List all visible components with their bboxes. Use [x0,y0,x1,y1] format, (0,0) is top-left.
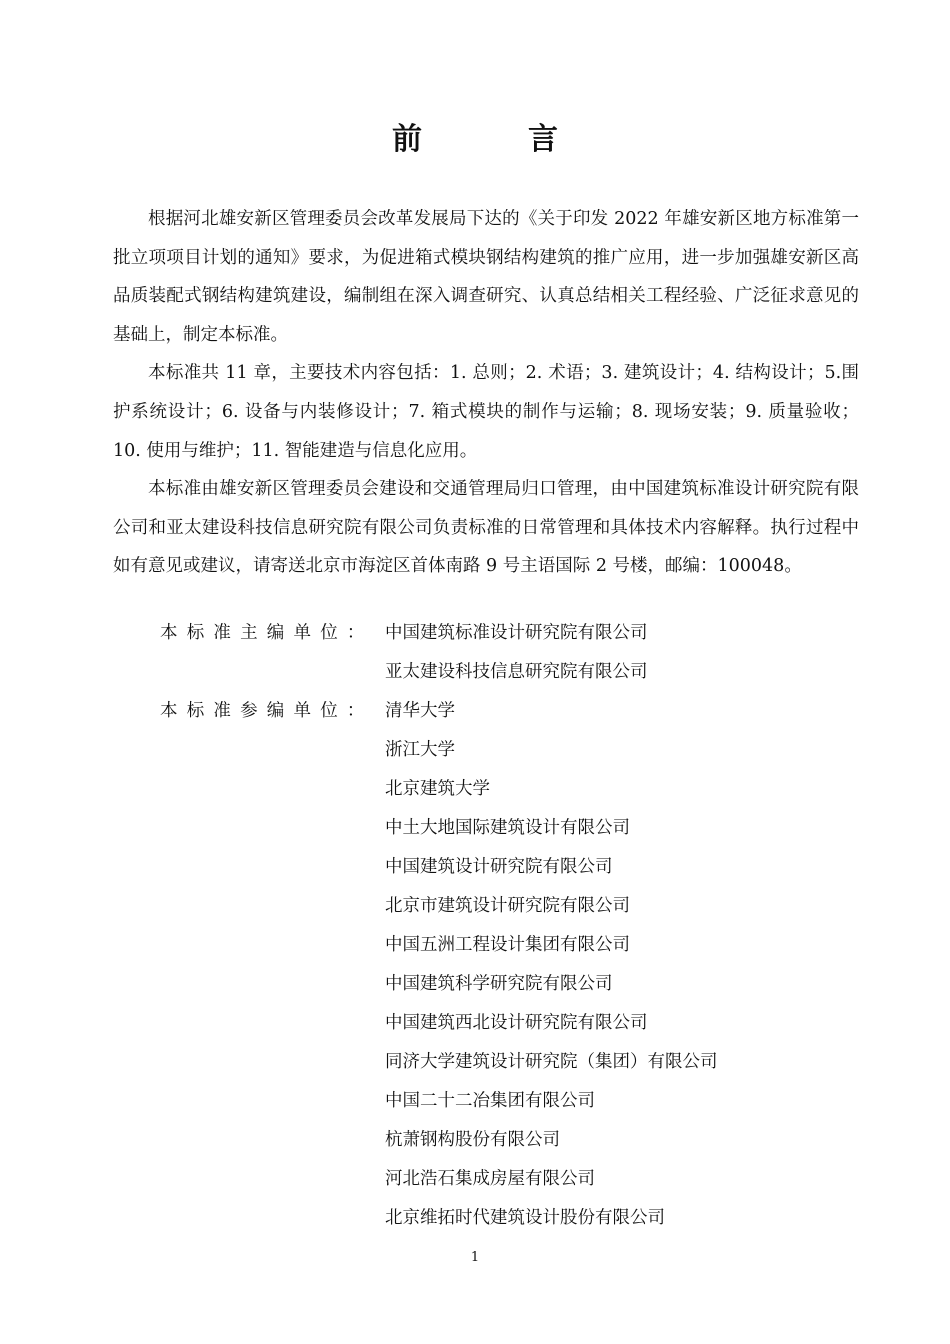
list-item: 中国建筑标准设计研究院有限公司 [385,623,648,643]
list-item: 浙江大学 [385,740,455,760]
list-item: 中国五洲工程设计集团有限公司 [385,935,630,955]
chief-editor-group [160,614,860,692]
editing-units [160,614,860,1238]
preface-body [113,200,859,586]
list-item: 同济大学建筑设计研究院（集团）有限公司 [385,1052,718,1072]
chief-editor-label: 本标准主编单位： [160,623,374,643]
participating-editor-list [160,692,860,1238]
paragraph-management: 本标准由雄安新区管理委员会建设和交通管理局归口管理，由中国建筑标准设计研究院有限公司和亚太建设科技信息研究院有限公司负责标准的日常管理和具体技术内容解释。执行过程中如有意见或建议，请寄送北京市海淀区首体南路 9 号主语国际 2 号楼，邮编：100048。 [113,479,859,577]
list-item: 杭萧钢构股份有限公司 [385,1130,560,1150]
list-item: 河北浩石集成房屋有限公司 [385,1169,595,1189]
list-item: 中国二十二冶集团有限公司 [385,1091,595,1111]
paragraph-contents: 本标准共 11 章，主要技术内容包括：1. 总则；2. 术语；3. 建筑设计；4. 结构设计；5.围护系统设计；6. 设备与内装修设计；7. 箱式模块的制作与运输；8. 现场安装；9. 质量验收；10. 使用与维护；11. 智能建造与信息化应用。 [113,363,859,461]
paragraph-background: 根据河北雄安新区管理委员会改革发展局下达的《关于印发 2022 年雄安新区地方标准第一批立项项目计划的通知》要求，为促进箱式模块钢结构建筑的推广应用，进一步加强雄安新区高品质装配式钢结构建筑建设，编制组在深入调查研究、认真总结相关工程经验、广泛征求意见的基础上，制定本标准。 [113,209,859,345]
list-item: 北京市建筑设计研究院有限公司 [385,896,630,916]
page-number: 1 [470,1250,480,1265]
list-item: 中国建筑西北设计研究院有限公司 [385,1013,648,1033]
list-item: 北京建筑大学 [385,779,490,799]
participating-editor-label: 本标准参编单位： [160,701,374,721]
list-item: 亚太建设科技信息研究院有限公司 [385,662,648,682]
page-title: 前 言 [392,122,596,157]
participating-editor-group [160,692,860,1238]
list-item: 中国建筑设计研究院有限公司 [385,857,613,877]
list-item: 中土大地国际建筑设计有限公司 [385,818,630,838]
list-item: 中国建筑科学研究院有限公司 [385,974,613,994]
list-item: 北京维拓时代建筑设计股份有限公司 [385,1208,665,1228]
list-item: 清华大学 [385,701,455,721]
